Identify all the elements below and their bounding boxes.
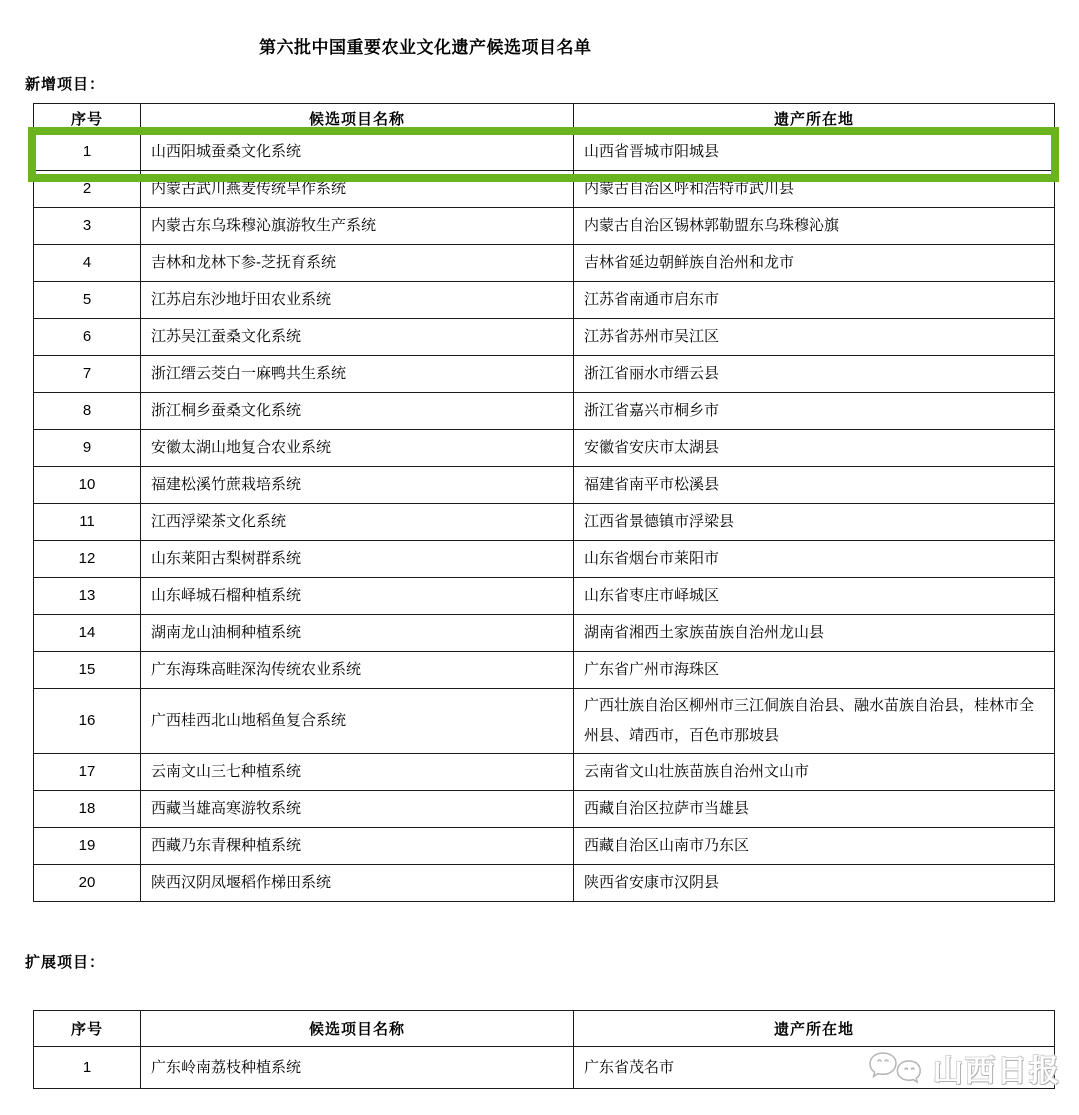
table-row [34,393,1055,430]
cell-name: 内蒙古东乌珠穆沁旗游牧生产系统 [141,208,574,245]
column-header: 候选项目名称 [141,104,574,134]
table-row [34,689,1055,754]
column-header: 遗产所在地 [574,104,1055,134]
cell-location: 安徽省安庆市太湖县 [574,430,1055,467]
new-projects-table [33,103,1055,902]
cell-no: 3 [34,208,141,245]
cell-no: 20 [34,865,141,902]
cell-no: 15 [34,652,141,689]
cell-location: 西藏自治区山南市乃东区 [574,828,1055,865]
cell-name: 山东峄城石榴种植系统 [141,578,574,615]
cell-location: 福建省南平市松溪县 [574,467,1055,504]
cell-name: 陕西汉阴凤堰稻作梯田系统 [141,865,574,902]
new-projects-label: 新增项目： [25,76,106,93]
table-row [34,578,1055,615]
cell-no: 8 [34,393,141,430]
table-row [34,754,1055,791]
table-row [34,541,1055,578]
table-row-highlighted [34,134,1055,171]
cell-location: 广西壮族自治区柳州市三江侗族自治县、融水苗族自治县，桂林市全州县、靖西市，百色市那坡县 [574,689,1055,754]
cell-location: 广东省广州市海珠区 [574,652,1055,689]
cell-no: 1 [34,1047,141,1089]
page-title: 第六批中国重要农业文化遗产候选项目名单 [259,38,592,57]
cell-location: 江苏省南通市启东市 [574,282,1055,319]
expansion-projects-label: 扩展项目： [25,954,106,971]
cell-no: 11 [34,504,141,541]
table-row [34,208,1055,245]
cell-location: 浙江省嘉兴市桐乡市 [574,393,1055,430]
cell-location: 山西省晋城市阳城县 [574,134,1055,171]
cell-name: 云南文山三七种植系统 [141,754,574,791]
cell-name: 广东海珠高畦深沟传统农业系统 [141,652,574,689]
cell-no: 2 [34,171,141,208]
cell-location: 西藏自治区拉萨市当雄县 [574,791,1055,828]
table-row [34,430,1055,467]
table-row [34,319,1055,356]
cell-no: 14 [34,615,141,652]
cell-name: 浙江桐乡蚕桑文化系统 [141,393,574,430]
cell-name: 西藏当雄高寒游牧系统 [141,791,574,828]
cell-no: 10 [34,467,141,504]
table-row [34,282,1055,319]
header-row [34,104,1055,134]
cell-name: 江苏启东沙地圩田农业系统 [141,282,574,319]
cell-name: 内蒙古武川燕麦传统旱作系统 [141,171,574,208]
table-row [34,356,1055,393]
table-row [34,791,1055,828]
wechat-bubbles-icon [869,1047,927,1089]
table-row [34,467,1055,504]
cell-location: 内蒙古自治区呼和浩特市武川县 [574,171,1055,208]
cell-location: 广东省茂名市 [574,1047,1055,1089]
cell-no: 5 [34,282,141,319]
table-row [34,615,1055,652]
cell-location: 陕西省安康市汉阴县 [574,865,1055,902]
cell-location: 吉林省延边朝鲜族自治州和龙市 [574,245,1055,282]
cell-no: 16 [34,689,141,754]
cell-name: 安徽太湖山地复合农业系统 [141,430,574,467]
table-row [34,171,1055,208]
cell-location: 山东省烟台市莱阳市 [574,541,1055,578]
cell-no: 17 [34,754,141,791]
cell-name: 山西阳城蚕桑文化系统 [141,134,574,171]
cell-name: 江苏吴江蚕桑文化系统 [141,319,574,356]
cell-location: 江西省景德镇市浮梁县 [574,504,1055,541]
cell-name: 广西桂西北山地稻鱼复合系统 [141,689,574,754]
cell-location: 云南省文山壮族苗族自治州文山市 [574,754,1055,791]
cell-no: 6 [34,319,141,356]
column-header: 候选项目名称 [141,1011,574,1047]
cell-no: 1 [34,134,141,171]
cell-name: 山东莱阳古梨树群系统 [141,541,574,578]
table-row [34,652,1055,689]
cell-location: 山东省枣庄市峄城区 [574,578,1055,615]
cell-location: 湖南省湘西土家族苗族自治州龙山县 [574,615,1055,652]
cell-no: 19 [34,828,141,865]
column-header: 序号 [34,104,141,134]
cell-name: 江西浮梁茶文化系统 [141,504,574,541]
cell-no: 7 [34,356,141,393]
cell-location: 浙江省丽水市缙云县 [574,356,1055,393]
cell-name: 吉林和龙林下参-芝抚育系统 [141,245,574,282]
cell-name: 西藏乃东青稞种植系统 [141,828,574,865]
watermark [869,1046,1061,1090]
cell-name: 福建松溪竹蔗栽培系统 [141,467,574,504]
cell-no: 18 [34,791,141,828]
cell-name: 浙江缙云茭白一麻鸭共生系统 [141,356,574,393]
table-row [34,504,1055,541]
cell-no: 12 [34,541,141,578]
cell-no: 13 [34,578,141,615]
table-row [34,828,1055,865]
table-row [34,865,1055,902]
cell-name: 湖南龙山油桐种植系统 [141,615,574,652]
cell-no: 4 [34,245,141,282]
column-header: 序号 [34,1011,141,1047]
cell-location: 内蒙古自治区锡林郭勒盟东乌珠穆沁旗 [574,208,1055,245]
header-row [34,1011,1055,1047]
watermark-label: 山西日报 [933,1055,1061,1088]
column-header: 遗产所在地 [574,1011,1055,1047]
cell-no: 9 [34,430,141,467]
table-row [34,245,1055,282]
cell-name: 广东岭南荔枝种植系统 [141,1047,574,1089]
cell-location: 江苏省苏州市吴江区 [574,319,1055,356]
